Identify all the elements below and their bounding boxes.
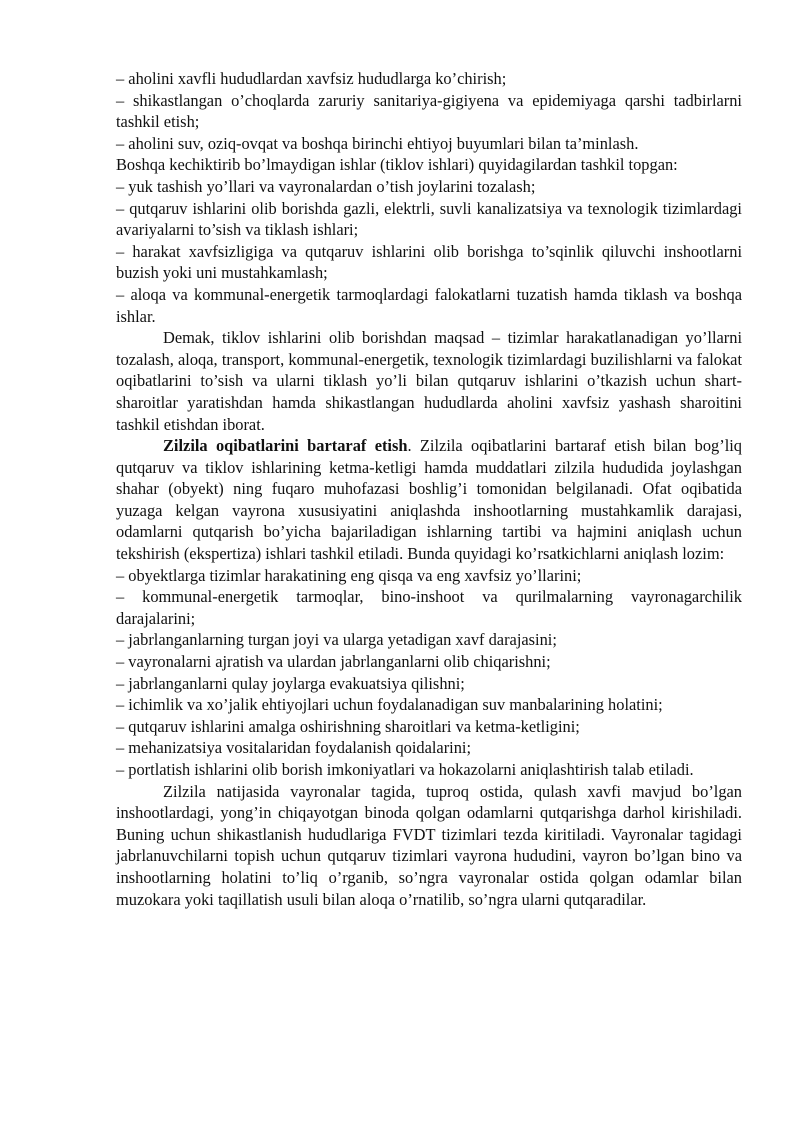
list-item: – yuk tashish yo’llari va vayronalardan o’tish joylarini tozalash;	[116, 176, 536, 196]
list-item: – vayronalarni ajratish va ulardan jabrlanganlarni olib chiqarishni;	[116, 652, 551, 672]
list-item: – harakat xavfsizligiga va qutqaruv ishlarini olib borishga to’sqinlik qiluvchi inshootlarni buzish yoki uni mustahkamlash;	[116, 241, 742, 283]
list-item: – aloqa va kommunal-energetik tarmoqlardagi falokatlarni tuzatish hamda tiklash va boshqa ishlar.	[116, 284, 742, 326]
paragraph	[116, 435, 742, 565]
paragraph: Zilzila natijasida vayronalar tagida, tuproq ostida, qulash xavfi mavjud bo’lgan inshootlardagi, yong’in chiqayotgan binoda qolgan odamlarni qutqarishga darhol kirishiladi. Buning uchun shikastlanish hududlariga FVDT tizimlari tezda kiritiladi. Vayronalar tagidagi jabrlanuvchilarni topish uchun qutqaruv tizimlari vayrona hududini, vayron bo’lgan bino va inshootlarning holatini to’liq o’rganib, so’ngra vayronalar ostida qolgan odamlar bilan muzokara yoki taqillatish usuli bilan aloqa o’rnatilib, so’ngra ularni qutqaradilar.	[116, 781, 742, 909]
list-item: – jabrlanganlarni qulay joylarga evakuatsiya qilishni;	[116, 673, 465, 693]
document-page	[116, 68, 742, 910]
list-item: – obyektlarga tizimlar harakatining eng qisqa va eng xavfsiz yo’llarini;	[116, 565, 582, 585]
list-item: – qutqaruv ishlarini olib borishda gazli, elektrli, suvli kanalizatsiya va texnologik tizimlardagi avariyalarni to’sish va tiklash ishlari;	[116, 198, 742, 240]
paragraph-text: . Zilzila oqibatlarini bartaraf etish bilan bog’liq qutqaruv va tiklov ishlarining ketma-ketligi hamda muddatlari zilzila hududida joylashgan shahar (obyekt) ning fuqaro muhofazasi boshlig’i tomonidan belgilanadi. Ofat oqibatida yuzaga kelgan vayrona xususiyatini aniqlashda inshootlarning mustahkamlik darajasi, odamlarni qutqarish bo’yicha bajariladigan ishlarning tartibi va hajmini aniqlash uchun tekshirish (ekspertiza) ishlari tashkil etiladi. Bunda quyidagi ko’rsatkichlarni aniqlash lozim:	[116, 436, 742, 564]
list-item: – ichimlik va xo’jalik ehtiyojlari uchun foydalanadigan suv manbalarining holatini;	[116, 695, 663, 715]
list-item: – kommunal-energetik tarmoqlar, bino-inshoot va qurilmalarning vayronagarchilik darajalarini;	[116, 587, 742, 628]
paragraph: Demak, tiklov ishlarini olib borishdan maqsad – tizimlar harakatlanadigan yo’llarni tozalash, aloqa, transport, kommunal-energetik, texnologik tizimlardagi buzilishlarni va falokat oqibatlarini to’sish va ularni tiklash yo’li bilan qutqaruv ishlarini o’tkazish uchun shart-sharoitlar yaratishdan hamda shikastlangan hududlarda aholini xavfsiz yashash sharoitini tashkil etishdan iborat.	[116, 328, 742, 434]
list-item: – portlatish ishlarini olib borish imkoniyatlari va hokazolarni aniqlashtirish talab etiladi.	[116, 760, 694, 779]
section-heading: Zilzila oqibatlarini bartaraf etish	[163, 436, 408, 456]
list-item: – aholini xavfli hududlardan xavfsiz hududlarga ko’chirish;	[116, 69, 507, 88]
list-item: – jabrlanganlarning turgan joyi va ularga yetadigan xavf darajasini;	[116, 630, 557, 650]
list-item: – shikastlangan o’choqlarda zaruriy sanitariya-gigiyena va epidemiyaga qarshi tadbirlarni tashkil etish;	[116, 90, 742, 132]
list-item: – mehanizatsiya vositalaridan foydalanish qoidalarini;	[116, 738, 472, 758]
paragraph: Boshqa kechiktirib bo’lmaydigan ishlar (tiklov ishlari) quyidagilardan tashkil topgan:	[116, 155, 678, 175]
list-item: – qutqaruv ishlarini amalga oshirishning sharoitlari va ketma-ketligini;	[116, 716, 580, 736]
list-item: – aholini suv, oziq-ovqat va boshqa birinchi ehtiyoj buyumlari bilan ta’minlash.	[116, 133, 639, 153]
